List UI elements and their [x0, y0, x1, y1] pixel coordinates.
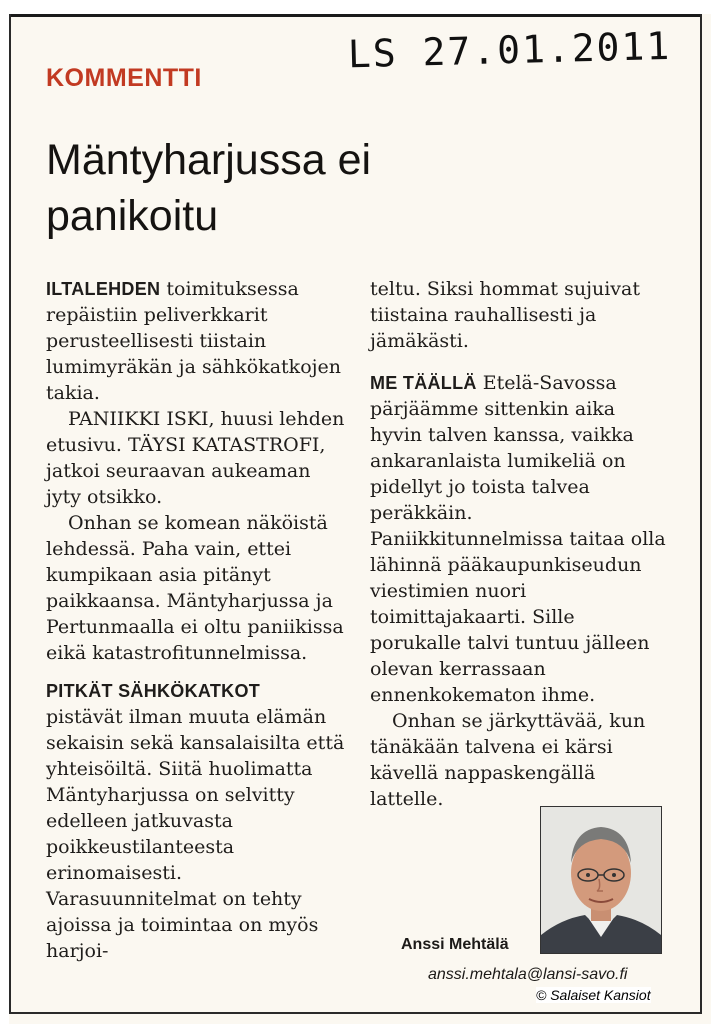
author-name: Anssi Mehtälä [401, 936, 509, 953]
author-photo [540, 806, 662, 954]
paragraph-text: toimituksessa repäistiin peliverkkarit perusteellisesti tiistain lumimyräkän ja sähkökatkojen takia. [46, 278, 342, 404]
lead-word: ILTALEHDEN [46, 279, 161, 299]
lead-word: ME TÄÄLLÄ [370, 373, 477, 393]
paragraph-4: pistävät ilman muuta elämän sekaisin sekä kansalaisilta että yhteisöiltä. Siitä huolimatta Mäntyharjussa on selvitty edelleen jatkuvasta poikkeustilanteesta erinomaisesti. Varasuunnitelmat on tehty ajoissa ja toimintaa on myös harjoi- [46, 706, 345, 962]
author-portrait-icon [541, 807, 661, 953]
headline: Mäntyharjussa ei panikoitu [46, 136, 372, 240]
article-column-left [46, 276, 346, 964]
frame-top-rule [9, 14, 701, 17]
paragraph-5: teltu. Siksi hommat sujuivat tiistaina rauhallisesti ja jämäkästi. [370, 278, 640, 352]
paragraph-text: Etelä-Savossa pärjäämme sittenkin aika hyvin talven kanssa, vaikka ankaranlaista lumikeliä on pidellyt jo toista talvea peräkkäin. Paniikkitunnelmissa taitaa olla lähinnä pääkaupunkiseudun viestimien nuori toimittajakaarti. Sille porukalle talvi tuntuu jälleen olevan kerrassaan ennenkokematon ihme. [370, 372, 666, 706]
copyright-watermark: © Salaiset Kansiot [536, 987, 651, 1003]
paper-edge-top [0, 0, 711, 14]
author-email: anssi.mehtala@lansi-savo.fi [428, 966, 628, 983]
section-label: KOMMENTTI [46, 64, 202, 92]
paper-edge-left [0, 0, 9, 1024]
frame-left-rule [9, 14, 11, 1014]
subheading: PITKÄT SÄHKÖKATKOT [46, 681, 261, 701]
frame-bottom-rule [9, 1012, 701, 1014]
handwritten-date: LS 27.01.2011 [347, 23, 672, 77]
frame-right-rule [700, 14, 702, 1014]
paragraph-7: Onhan se järkyttävää, kun tänäkään talvena ei kärsi kävellä nappaskengällä lattelle. [370, 710, 646, 810]
paragraph-2: PANIIKKI ISKI, huusi lehden etusivu. TÄYSI KATASTROFI, jatkoi seuraavan aukeaman jyty otsikko. [46, 408, 345, 508]
article-column-right [370, 276, 670, 812]
paragraph-6 [370, 370, 670, 708]
paragraph-1 [46, 276, 346, 406]
paragraph-3: Onhan se komean näköistä lehdessä. Paha vain, ettei kumpikaan asia pitänyt paikkaansa. Mäntyharjussa ja Pertunmaalla ei oltu paniikissa eikä katastrofitunnelmissa. [46, 512, 344, 664]
